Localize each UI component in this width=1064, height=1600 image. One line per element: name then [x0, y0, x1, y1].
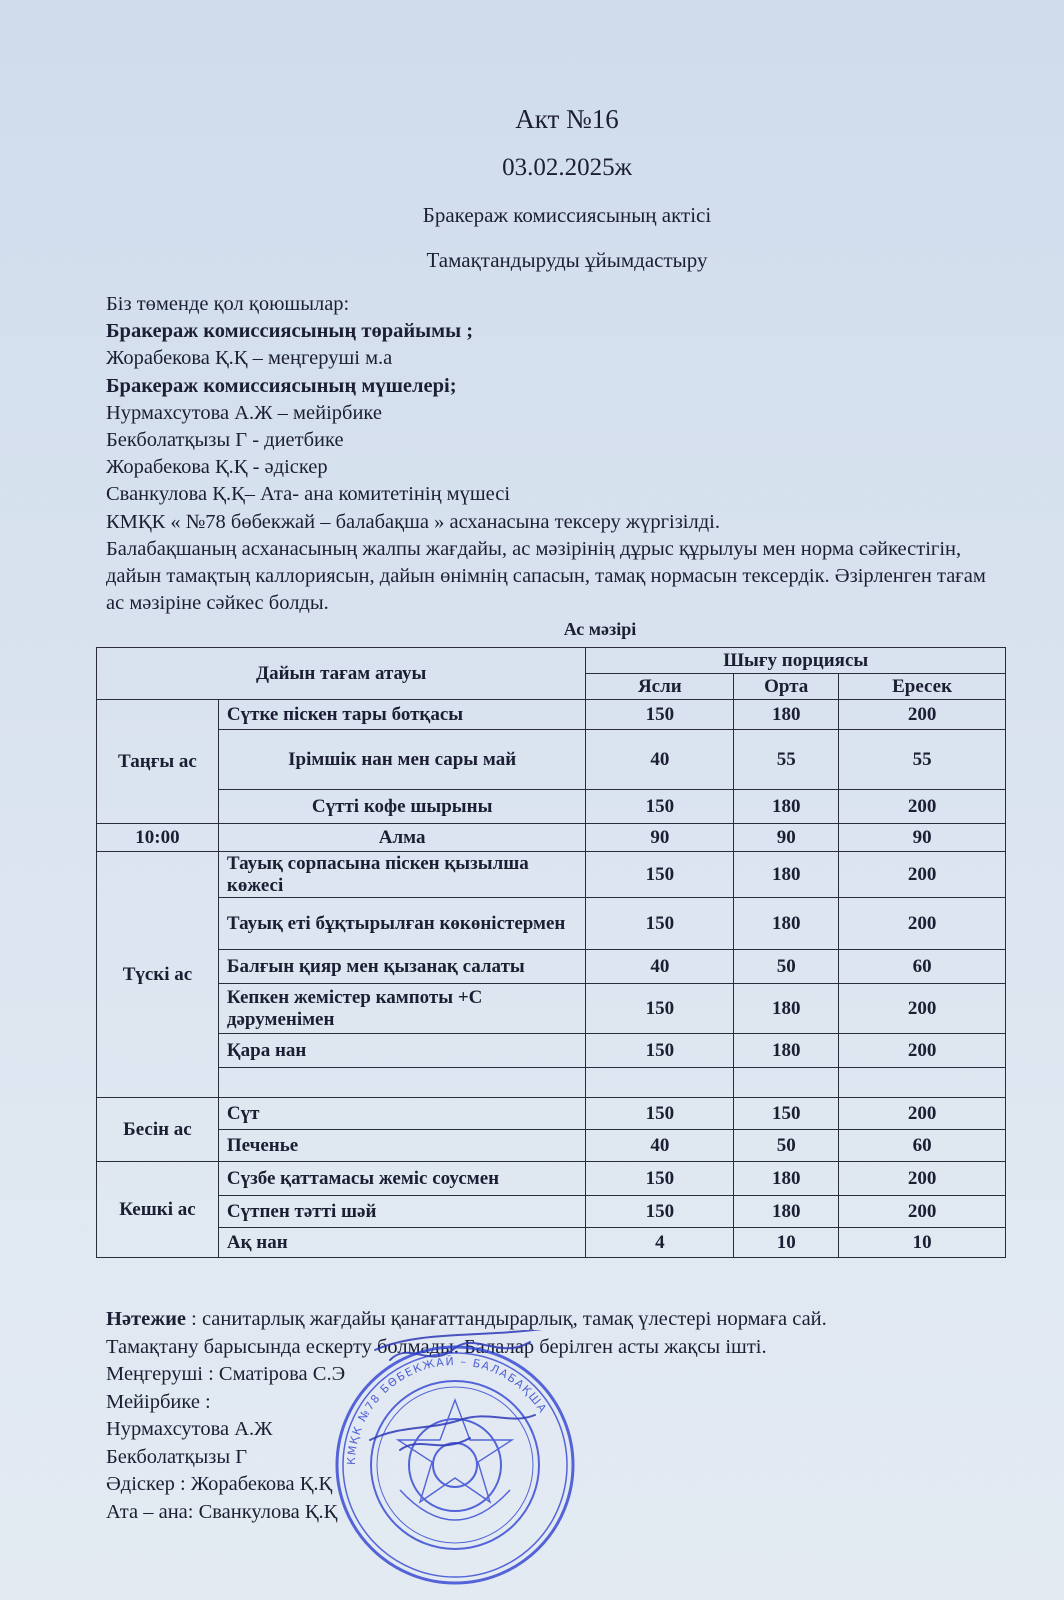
- table-row: [97, 790, 1006, 824]
- portion-eresek-cell: 10: [839, 1228, 1006, 1258]
- dish-cell: Сүтке піскен тары ботқасы: [218, 700, 586, 730]
- portion-yasli-cell: 150: [586, 1098, 734, 1130]
- meal-cell: Түскі ас: [97, 852, 219, 1098]
- dish-cell: Алма: [218, 824, 586, 852]
- portion-orta-cell: 180: [734, 790, 839, 824]
- intro-line: Бракераж комиссиясының төрайымы ;: [106, 320, 474, 343]
- header-portion: Шығу порциясы: [586, 648, 1006, 674]
- portion-yasli-cell: 150: [586, 1162, 734, 1196]
- meal-cell: Кешкі ас: [97, 1162, 219, 1258]
- signature-icon: [360, 1330, 580, 1530]
- header-dish: Дайын тағам атауы: [97, 648, 586, 700]
- portion-orta-cell: 180: [734, 1162, 839, 1196]
- portion-orta-cell: 180: [734, 852, 839, 898]
- portion-eresek-cell: 200: [839, 1196, 1006, 1228]
- dish-cell: Сүтті кофе шырыны: [218, 790, 586, 824]
- intro-line: Бракераж комиссиясының мүшелері;: [106, 374, 457, 397]
- dish-cell: Сүт: [218, 1098, 586, 1130]
- stamp-text: КМҚК №78 БӨБЕКЖАЙ – БАЛАБАҚША: [344, 1354, 550, 1466]
- portion-orta-cell: 50: [734, 950, 839, 984]
- meal-cell: Бесін ас: [97, 1098, 219, 1162]
- table-row: [97, 950, 1006, 984]
- header-orta: Орта: [734, 674, 839, 700]
- table-row: [97, 700, 1006, 730]
- intro-line: Жорабекова Қ.Қ – меңгеруші м.а: [106, 347, 393, 370]
- portion-yasli-cell: [586, 1068, 734, 1098]
- act-subtitle-2: Тамақтандыруды ұйымдастыру: [426, 248, 708, 272]
- table-row: [97, 852, 1006, 898]
- dish-cell: Балғын қияр мен қызанақ салаты: [218, 950, 586, 984]
- portion-yasli-cell: 40: [586, 730, 734, 790]
- dish-cell: [218, 1068, 586, 1098]
- intro-line: Жорабекова Қ.Қ - әдіскер: [106, 456, 328, 479]
- intro-line: Бекболатқызы Г - диетбике: [106, 429, 344, 452]
- act-subtitle: Бракераж комиссиясының актісі: [422, 203, 712, 227]
- portion-eresek-cell: 200: [839, 1162, 1006, 1196]
- act-date: 03.02.2025ж: [502, 154, 632, 181]
- portion-orta-cell: 180: [734, 898, 839, 950]
- dish-cell: Ірімшік нан мен сары май: [218, 730, 586, 790]
- meal-cell: 10:00: [97, 824, 219, 852]
- portion-yasli-cell: 150: [586, 700, 734, 730]
- conclusion-text: : санитарлық жағдайы қанағаттандырарлық, тамақ үлестері нормаға сай.: [186, 1308, 827, 1330]
- portion-orta-cell: 90: [734, 824, 839, 852]
- menu-title: Ас мәзірі: [563, 619, 637, 639]
- intro-line: КМҚК « №78 бөбекжай – балабақша » асханасына тексеру жүргізілді.: [106, 510, 720, 533]
- table-row: [97, 898, 1006, 950]
- portion-eresek-cell: 200: [839, 790, 1006, 824]
- portion-eresek-cell: 200: [839, 984, 1006, 1034]
- footer-line-3: Меңгеруші : Сматірова С.Э: [106, 1363, 346, 1385]
- portion-orta-cell: 180: [734, 984, 839, 1034]
- intro-line: Нурмахсутова А.Ж – мейірбике: [106, 401, 382, 424]
- dish-cell: Кепкен жемістер кампоты +С дәруменімен: [218, 984, 586, 1034]
- intro-line: Сванкулова Қ.Қ– Ата- ана комитетінің мүшесі: [106, 483, 511, 506]
- conclusion-label: Нәтежие: [106, 1308, 186, 1330]
- table-row: [97, 1130, 1006, 1162]
- dish-cell: Ақ нан: [218, 1228, 586, 1258]
- act-title: Акт №16: [515, 104, 619, 134]
- footer-line-8: Ата – ана: Сванкулова Қ.Қ: [106, 1500, 338, 1523]
- table-row: [97, 1098, 1006, 1130]
- portion-orta-cell: 150: [734, 1098, 839, 1130]
- table-row: [97, 730, 1006, 790]
- portion-orta-cell: 50: [734, 1130, 839, 1162]
- portion-eresek-cell: [839, 1068, 1006, 1098]
- portion-yasli-cell: 40: [586, 950, 734, 984]
- portion-yasli-cell: 90: [586, 824, 734, 852]
- portion-eresek-cell: 200: [839, 898, 1006, 950]
- portion-eresek-cell: 200: [839, 852, 1006, 898]
- portion-yasli-cell: 150: [586, 1034, 734, 1068]
- portion-orta-cell: 55: [734, 730, 839, 790]
- footer-line-5: Нурмахсутова А.Ж: [106, 1418, 273, 1440]
- dish-cell: Қара нан: [218, 1034, 586, 1068]
- portion-yasli-cell: 150: [586, 790, 734, 824]
- footer-line-4: Мейірбике :: [106, 1390, 211, 1413]
- portion-yasli-cell: 150: [586, 898, 734, 950]
- portion-yasli-cell: 150: [586, 1196, 734, 1228]
- footer-line-2: Тамақтану барысында ескерту болмады. Балалар берілген асты жақсы ішті.: [106, 1335, 767, 1358]
- portion-eresek-cell: 200: [839, 700, 1006, 730]
- table-row: [97, 824, 1006, 852]
- portion-eresek-cell: 60: [839, 950, 1006, 984]
- dish-cell: Тауық сорпасына піскен қызылша көжесі: [218, 852, 586, 898]
- portion-yasli-cell: 150: [586, 984, 734, 1034]
- dish-cell: Тауық еті бұқтырылған көкөністермен: [218, 898, 586, 950]
- intro-paragraph: Балабақшаның асханасының жалпы жағдайы, ас мәзірінің дұрыс құрылуы мен норма сәйкестігін, дайын тамақтың каллориясын, дайын өнімнің сапасын, тамақ нормасын тексердік. Әзірленген тағам ас мәзіріне сәйкес болды.: [106, 537, 986, 615]
- table-row: [97, 1162, 1006, 1196]
- portion-orta-cell: [734, 1068, 839, 1098]
- portion-orta-cell: 180: [734, 1196, 839, 1228]
- footer-line-6: Бекболатқызы Г: [106, 1445, 248, 1468]
- portion-eresek-cell: 60: [839, 1130, 1006, 1162]
- portion-yasli-cell: 40: [586, 1130, 734, 1162]
- portion-yasli-cell: 150: [586, 852, 734, 898]
- table-row: [97, 1034, 1006, 1068]
- portion-eresek-cell: 200: [839, 1034, 1006, 1068]
- portion-orta-cell: 180: [734, 700, 839, 730]
- menu-table: [96, 647, 1006, 1258]
- dish-cell: Сүзбе қаттамасы жеміс соусмен: [218, 1162, 586, 1196]
- table-row: [97, 984, 1006, 1034]
- portion-orta-cell: 180: [734, 1034, 839, 1068]
- dish-cell: Сүтпен тәтті шәй: [218, 1196, 586, 1228]
- footer-line-7: Әдіскер : Жорабекова Қ.Қ: [106, 1473, 333, 1495]
- intro-line: Біз төменде қол қоюшылар:: [106, 293, 350, 315]
- portion-orta-cell: 10: [734, 1228, 839, 1258]
- table-row: [97, 1196, 1006, 1228]
- portion-eresek-cell: 90: [839, 824, 1006, 852]
- table-row: [97, 1068, 1006, 1098]
- table-row: [97, 1228, 1006, 1258]
- portion-yasli-cell: 4: [586, 1228, 734, 1258]
- portion-eresek-cell: 200: [839, 1098, 1006, 1130]
- header-yasli: Ясли: [586, 674, 734, 700]
- dish-cell: Печенье: [218, 1130, 586, 1162]
- meal-cell: Таңғы ас: [97, 700, 219, 824]
- portion-eresek-cell: 55: [839, 730, 1006, 790]
- intro-block: [106, 291, 996, 617]
- header-eresek: Ересек: [839, 674, 1006, 700]
